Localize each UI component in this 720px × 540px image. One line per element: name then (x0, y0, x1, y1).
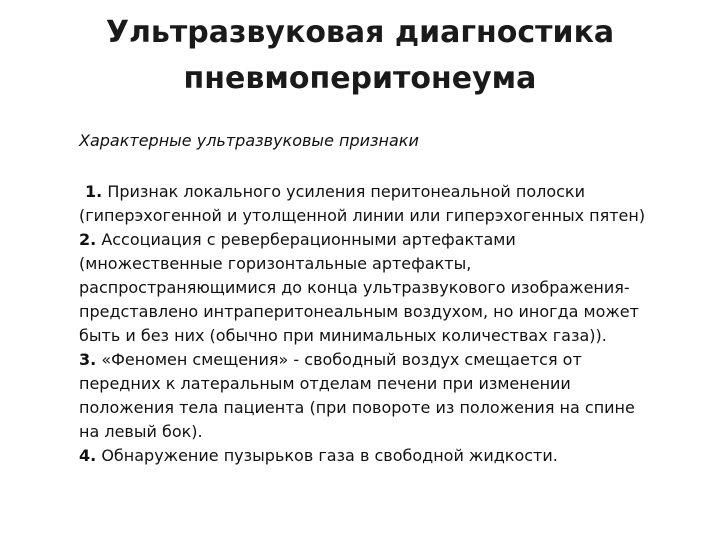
item-text: Признак локального усиления перитонеальной полоски (гиперэхогенной и утолщенной линии или гиперэхогенных пятен) (79, 182, 646, 225)
list-item (79, 348, 649, 444)
item-text: «Феномен смещения» - свободный воздух смещается от передних к латеральным отделам печени при изменении положения тела пациента (при повороте из положения на спине на левый бок). (79, 350, 635, 441)
slide-subtitle: Характерные ультразвуковые признаки (79, 131, 419, 150)
item-number: 3. (79, 350, 97, 369)
item-number: 1. (85, 182, 103, 201)
list-item (79, 444, 649, 468)
item-text: Ассоциация с реверберационными артефактами (множественные горизонтальные артефакты, распространяющимися до конца ультразвукового изображения-представлено интраперитонеальным воздухом, но иногда может быть и без них (обычно при минимальных количествах газа)). (79, 230, 639, 345)
item-text: Обнаружение пузырьков газа в свободной жидкости. (101, 446, 558, 465)
item-number: 4. (79, 446, 97, 465)
list-item (79, 180, 649, 228)
item-number: 2. (79, 230, 97, 249)
slide-title-line-1: Ультразвуковая диагностика (105, 15, 615, 50)
features-list (79, 180, 649, 468)
slide-title (60, 10, 660, 102)
list-item (79, 228, 649, 348)
slide-title-line-2: пневмоперитонеума (183, 61, 537, 96)
